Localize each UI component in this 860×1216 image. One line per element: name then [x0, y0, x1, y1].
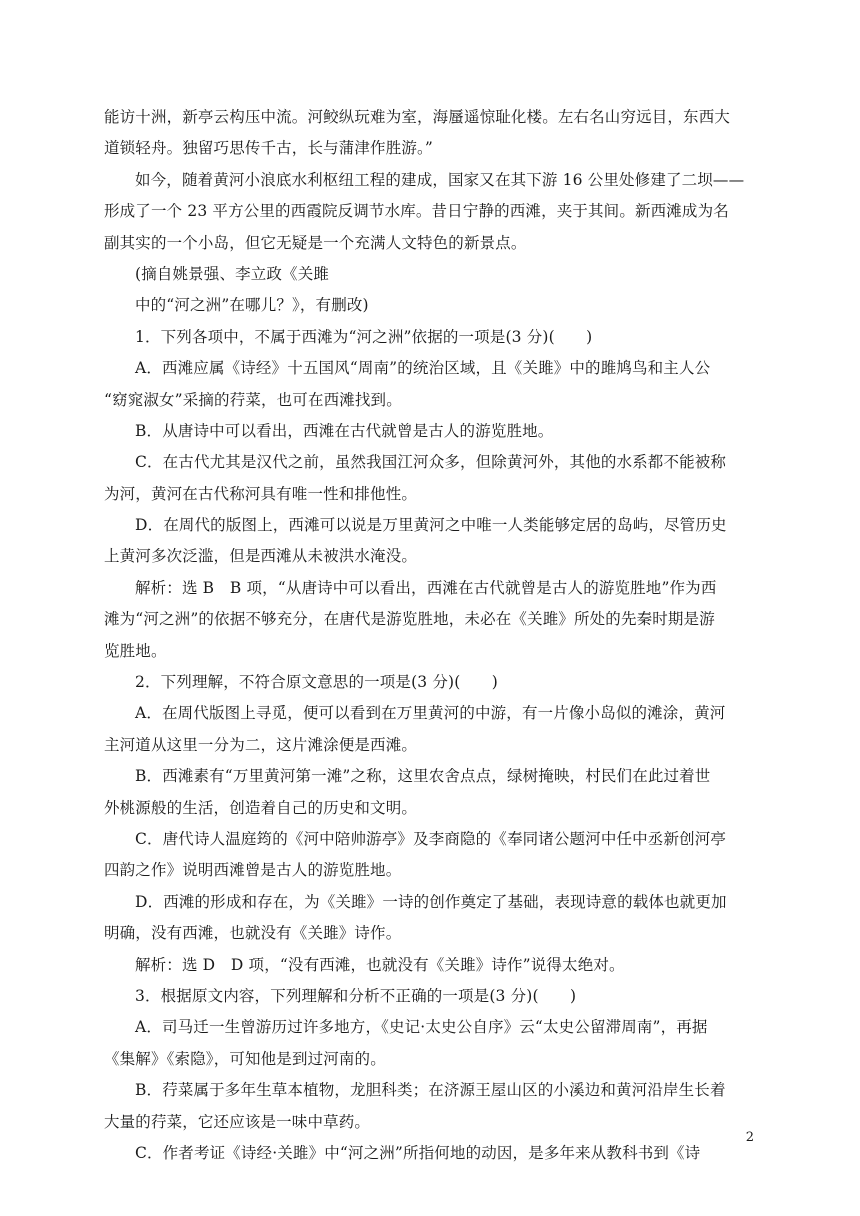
text-line: B．从唐诗中可以看出，西滩在古代就曾是古人的游览胜地。	[135, 421, 554, 440]
text-line: 2．下列理解，不符合原文意思的一项是(3 分)( )	[135, 673, 498, 692]
text-line: 能访十洲，新亭云构压中流。河鲛纵玩难为室，海蜃遥惊耻化楼。左右名山穷远目，东西大	[104, 108, 731, 126]
text-line: 主河道从这里一分为二，这片滩涂便是西滩。	[104, 735, 418, 754]
text-line: D．西滩的形成和存在，为《关雎》一诗的创作奠定了基础，表现诗意的载体也就更加	[135, 892, 727, 911]
text-line: C．在古代尤其是汉代之前，虽然我国江河众多，但除黄河外，其他的水系都不能被称	[135, 453, 727, 472]
text-line: C．唐代诗人温庭筠的《河中陪帅游亭》及李商隐的《奉同诸公题河中任中丞新创河亭	[135, 829, 727, 848]
text-line: 上黄河多次泛滥，但是西滩从未被洪水淹没。	[104, 547, 418, 566]
page-number: 2	[745, 1130, 754, 1145]
text-line: 副其实的一个小岛，但它无疑是一个充满人文特色的新景点。	[104, 233, 527, 252]
text-line: 形成了一个 23 平方公里的西霞院反调节水库。昔日宁静的西滩，夹于其间。新西滩成为名	[104, 202, 729, 221]
text-line: 为河，黄河在古代称河具有唯一性和排他性。	[104, 484, 418, 503]
text-line: 3．根据原文内容，下列理解和分析不正确的一项是(3 分)( )	[135, 986, 577, 1005]
text-line: B．西滩素有“万里黄河第一滩”之称，这里农舍点点，绿树掩映，村民们在此过着世	[135, 767, 711, 786]
text-line: 解析：选 B B 项，“从唐诗中可以看出，西滩在古代就曾是古人的游览胜地”作为西	[135, 578, 717, 597]
text-line: 《集解》《索隐》，可知他是到过河南的。	[104, 1049, 386, 1068]
document-body	[104, 102, 752, 1169]
text-line: A．西滩应属《诗经》十五国风“周南”的统治区域，且《关雎》中的雎鸠鸟和主人公	[135, 359, 711, 378]
text-line: 四韵之作》说明西滩曾是古人的游览胜地。	[104, 861, 402, 880]
text-line: C．作者考证《诗经·关雎》中“河之洲”所指何地的动因，是多年来从教科书到《诗	[135, 1143, 701, 1162]
text-line: 览胜地。	[104, 641, 167, 660]
text-line: 外桃源般的生活，创造着自己的历史和文明。	[104, 798, 418, 817]
text-line: D．在周代的版图上，西滩可以说是万里黄河之中唯一人类能够定居的岛屿，尽管历史	[135, 516, 727, 535]
text-line: 道锁轻舟。独留巧思传千古，长与蒲津作胜游。”	[104, 139, 433, 158]
text-line: 明确，没有西滩，也就没有《关雎》诗作。	[104, 924, 402, 943]
text-line: A．在周代版图上寻觅，便可以看到在万里黄河的中游，有一片像小岛似的滩涂，黄河	[135, 704, 726, 723]
text-line: 中的“河之洲”在哪儿？》，有删改)	[135, 296, 369, 315]
text-line: 解析：选 D D 项，“没有西滩，也就没有《关雎》诗作”说得太绝对。	[135, 955, 625, 974]
text-line: A．司马迁一生曾游历过许多地方，《史记·太史公自序》云“太史公留滞周南”，再据	[135, 1018, 708, 1037]
text-line: 滩为“河之洲”的依据不够充分，在唐代是游览胜地，未必在《关雎》所处的先秦时期是游	[104, 610, 715, 629]
text-line: 大量的荇菜，它还应该是一味中草药。	[104, 1112, 371, 1131]
text-line: B．荇菜属于多年生草本植物，龙胆科类；在济源王屋山区的小溪边和黄河沿岸生长着	[135, 1081, 726, 1100]
text-line: (摘自姚景强、李立政《关雎	[135, 264, 329, 283]
text-line: 1．下列各项中，不属于西滩为“河之洲”依据的一项是(3 分)( )	[135, 327, 593, 346]
text-line: 如今，随着黄河小浪底水利枢纽工程的建成，国家又在其下游 16 公里处修建了二坝——	[135, 170, 745, 189]
text-line: “窈窕淑女”采摘的荇菜，也可在西滩找到。	[104, 390, 402, 409]
